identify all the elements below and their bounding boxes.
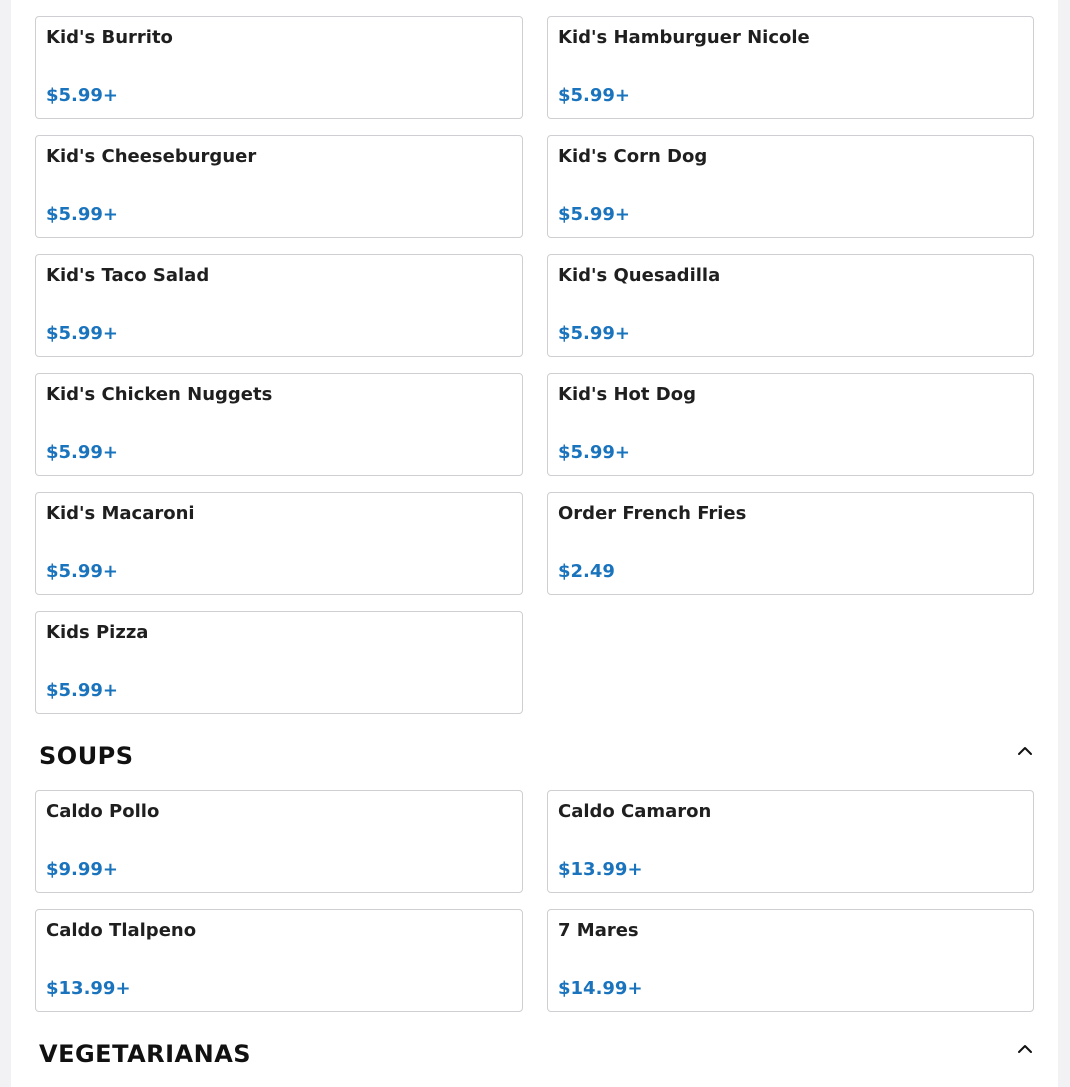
menu-item-card[interactable] (35, 790, 523, 893)
item-name: Kid's Corn Dog (558, 146, 708, 167)
item-price: $9.99+ (46, 859, 119, 880)
item-name: Order French Fries (558, 503, 747, 524)
menu-item-card[interactable] (35, 611, 523, 714)
menu-page (11, 0, 1058, 1087)
menu-item-card[interactable] (547, 790, 1034, 893)
menu-item-card[interactable] (35, 16, 523, 119)
item-name: Kid's Taco Salad (46, 265, 210, 286)
menu-item-card[interactable] (35, 135, 523, 238)
chevron-up-icon[interactable] (1016, 742, 1034, 760)
menu-item-card[interactable] (35, 492, 523, 595)
item-price: $13.99+ (46, 978, 131, 999)
item-name: 7 Mares (558, 920, 639, 941)
item-price: $5.99+ (558, 204, 631, 225)
item-price: $14.99+ (558, 978, 643, 999)
menu-item-card[interactable] (547, 16, 1034, 119)
menu-item-card[interactable] (547, 909, 1034, 1012)
soups-menu-grid (35, 790, 1034, 1012)
menu-item-card[interactable] (35, 254, 523, 357)
item-name: Kid's Chicken Nuggets (46, 384, 273, 405)
item-price: $2.49 (558, 561, 615, 582)
item-price: $5.99+ (46, 85, 119, 106)
menu-item-card[interactable] (35, 909, 523, 1012)
item-name: Caldo Tlalpeno (46, 920, 197, 941)
section-title: VEGETARIANAS (39, 1040, 252, 1068)
menu-item-card[interactable] (547, 135, 1034, 238)
item-price: $5.99+ (46, 204, 119, 225)
item-price: $5.99+ (558, 442, 631, 463)
menu-item-card[interactable] (547, 254, 1034, 357)
item-name: Kid's Hot Dog (558, 384, 696, 405)
item-name: Kid's Macaroni (46, 503, 195, 524)
section-title: SOUPS (39, 742, 134, 770)
kids-menu-grid (35, 16, 1034, 714)
soups-section-header[interactable] (39, 742, 1034, 782)
chevron-up-icon[interactable] (1016, 1040, 1034, 1058)
item-name: Kid's Cheeseburguer (46, 146, 257, 167)
item-name: Kid's Quesadilla (558, 265, 721, 286)
item-price: $5.99+ (46, 561, 119, 582)
menu-item-card[interactable] (35, 373, 523, 476)
item-name: Kids Pizza (46, 622, 149, 643)
item-price: $5.99+ (558, 85, 631, 106)
item-name: Kid's Burrito (46, 27, 173, 48)
item-price: $5.99+ (558, 323, 631, 344)
menu-item-card[interactable] (547, 373, 1034, 476)
item-price: $5.99+ (46, 442, 119, 463)
item-name: Caldo Pollo (46, 801, 160, 822)
menu-item-card[interactable] (547, 492, 1034, 595)
item-price: $5.99+ (46, 323, 119, 344)
item-price: $5.99+ (46, 680, 119, 701)
item-name: Kid's Hamburguer Nicole (558, 27, 810, 48)
item-price: $13.99+ (558, 859, 643, 880)
vegetarianas-section-header[interactable] (39, 1040, 1034, 1080)
item-name: Caldo Camaron (558, 801, 712, 822)
